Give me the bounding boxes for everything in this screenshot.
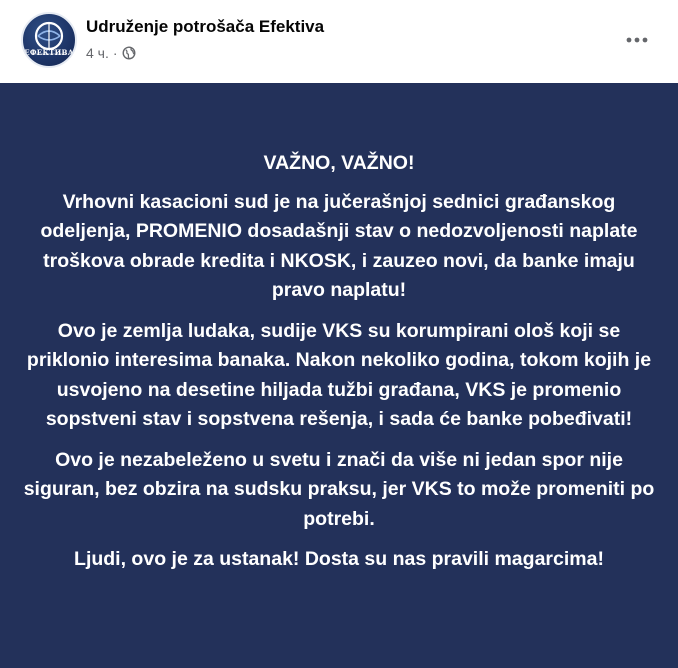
post-text-card [0, 83, 678, 668]
card-paragraph-1: Vrhovni kasacioni sud je na jučerašnjoj sednici građanskog odeljenja, PROMENIO dosadašnji stav o nedozvoljenosti naplate troškova obrade kredita i NKOSK, i zauzeo novi, da banke imaju pravo naplatu! [40, 190, 638, 301]
card-heading: VAŽNO, VAŽNO! [263, 152, 415, 174]
efektiva-logo-icon [23, 14, 75, 66]
page-avatar[interactable] [21, 12, 77, 68]
card-paragraph-2: Ovo je zemlja ludaka, sudije VKS su korumpirani ološ koji se priklonio interesima banaka. Nakon nekoliko godina, tokom kojih je usvojeno na desetine hiljada tužbi građana, VKS je promenio sopstveni stav i sopstvena rešenja, i sada će banke pobeđivati! [26, 319, 652, 430]
page-name-link[interactable]: Udruženje potrošača Efektiva [86, 17, 325, 36]
card-paragraph-3: Ovo je nezabeleženo u svetu i znači da više ni jedan spor nije siguran, bez obzira na sudsku praksu, jer VKS to može promeniti po potrebi. [23, 448, 655, 530]
card-text [20, 149, 658, 586]
more-horizontal-icon [626, 37, 648, 43]
meta-separator: · [112, 45, 118, 61]
globe-icon[interactable] [122, 46, 136, 60]
post-timestamp[interactable]: 4 ч. [86, 45, 109, 61]
avatar-logo-text: ЕФЕКТИВА [24, 48, 74, 57]
card-paragraph-4: Ljudi, ovo je za ustanak! Dosta su nas pravili magarcima! [74, 548, 604, 570]
post-meta [86, 45, 136, 61]
post-header [0, 0, 678, 83]
more-options-button[interactable] [622, 25, 652, 55]
